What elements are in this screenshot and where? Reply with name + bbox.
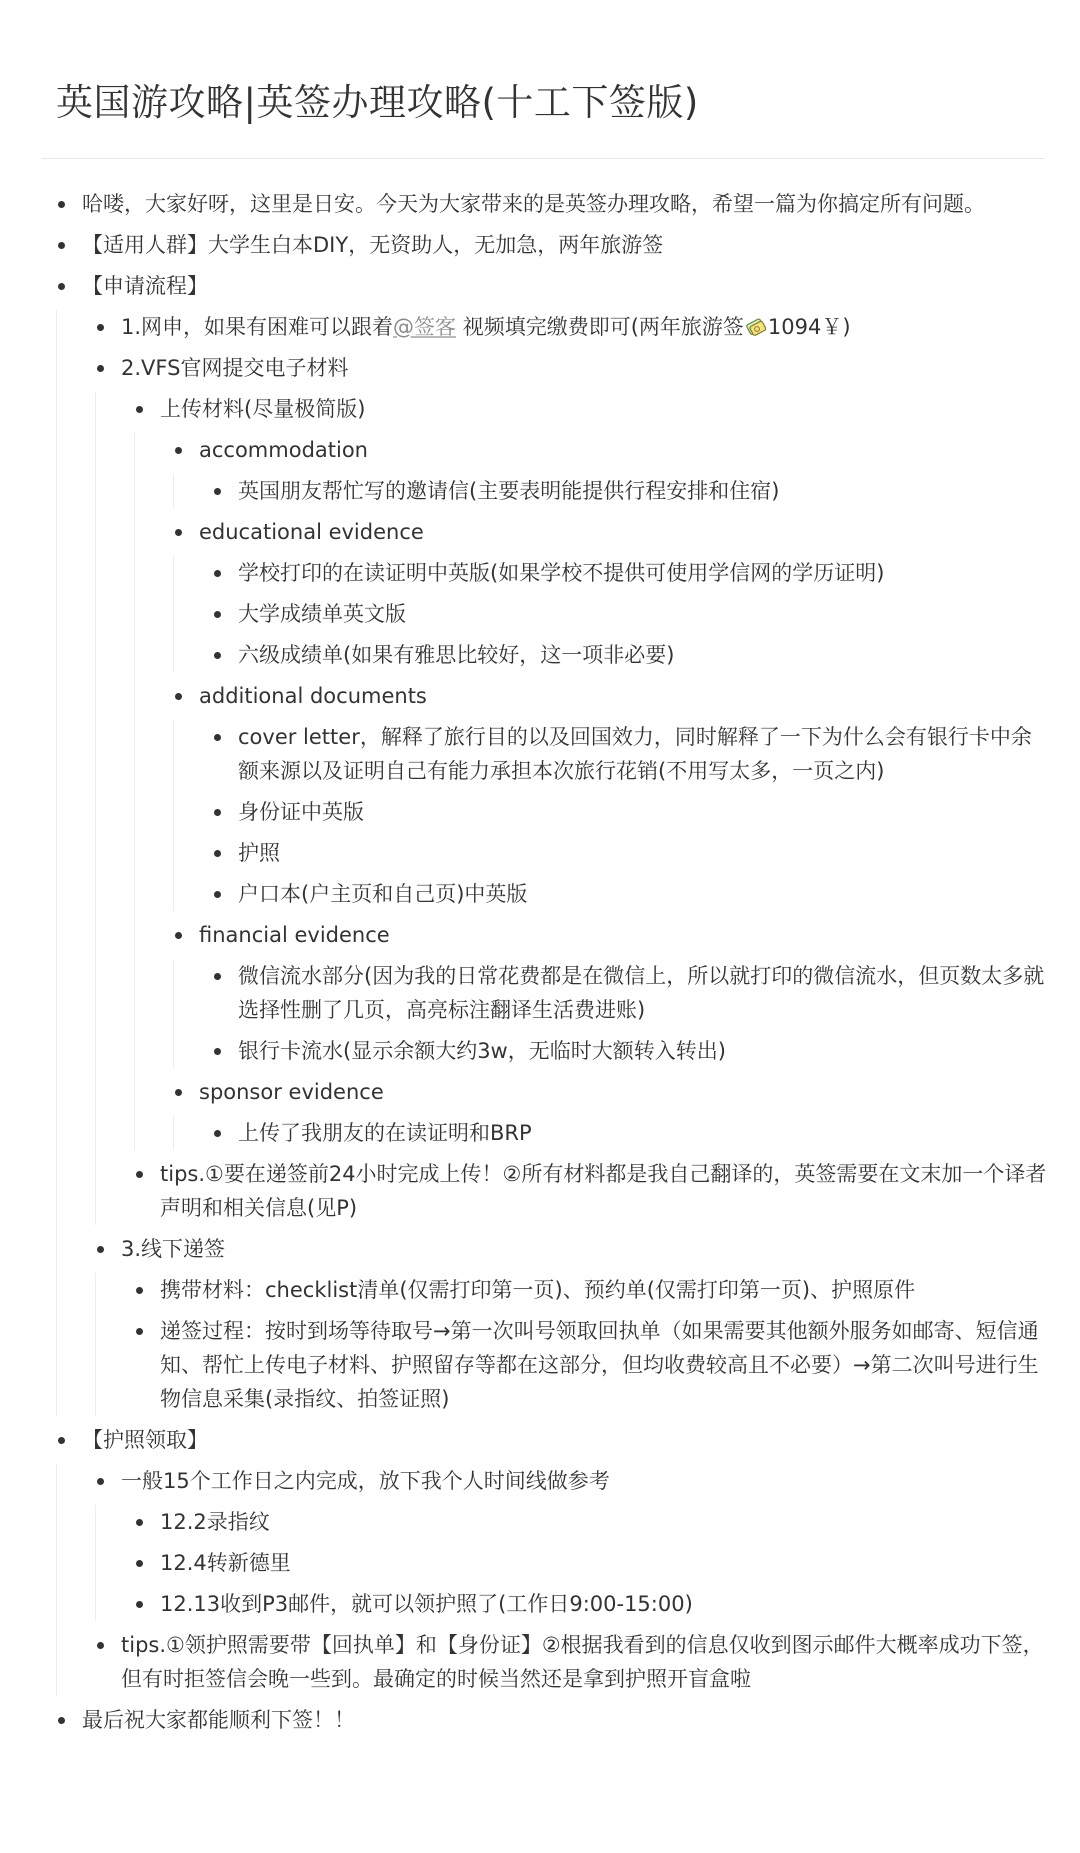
- list-item: 递签过程：按时到场等待取号→第一次叫号领取回执单（如果需要其他额外服务如邮寄、短信通知、帮忙上传电子材料、护照留存等都在这部分，但均收费较高且不必要）→第二次叫号进行生物信息采集(录指纹、拍签证照): [120, 1314, 1052, 1416]
- list-item-accommodation: accommodation 英国朋友帮忙写的邀请信(主要表明能提供行程安排和住宿): [159, 433, 1052, 508]
- bullet-icon: [97, 1642, 104, 1649]
- bullet-icon: [214, 1048, 221, 1055]
- bullet-icon: [175, 447, 182, 454]
- upload-sublist: [134, 433, 1052, 1150]
- sponsor-sublist: [173, 1116, 1052, 1150]
- mention-link[interactable]: @签客: [393, 315, 457, 339]
- list-item: 英国朋友帮忙写的邀请信(主要表明能提供行程安排和住宿): [198, 474, 1052, 508]
- bullet-icon: [136, 1560, 143, 1567]
- bullet-icon: [175, 932, 182, 939]
- list-item: 12.4转新德里: [120, 1546, 1052, 1580]
- bullet-icon: [97, 324, 104, 331]
- process-sublist: [56, 310, 1052, 1416]
- list-item: 户口本(户主页和自己页)中英版: [198, 877, 1052, 911]
- money-bag-icon: [745, 316, 767, 338]
- page-title: 英国游攻略|英签办理攻略(十工下签版): [56, 81, 699, 124]
- bullet-icon: [214, 809, 221, 816]
- bullet-icon: [58, 242, 65, 249]
- accommodation-sublist: [173, 474, 1052, 508]
- list-item-process: 【申请流程】 1.网申，如果有困难可以跟着@签客 视频填完缴费即可(两年旅游签 1094￥) 2.VFS官网提交电子材料 上传材料(尽量极简版) accommodation 英国朋友帮忙写的邀请信(主要表明能提供行程安排和住宿) educational evidence 学校打印的在读证明中英版(如果学校不提供可使用学信网的学历证明) 大学成绩单英文版 六级成绩单(如果有雅思比较好，这一项非必要) additional documents cover letter，解释了旅行目的以及回国效力，同时解释了一下为什么会有银行卡中余额来源以及证明自己有能力承担本次旅行花销(不用写太多，一页之内) 身份证中英版 护照 户口本(户主页和自己页)中英版 financial evidence 微信流水部分(因为我的日常花费都是在微信上，所以就打印的微信流水，但页数太多就选择性删了几页，高亮标注翻译生活费进账) 银行卡流水(显示余额大约3w，无临时大额转入转出) sponsor evidence 上传了我朋友的在读证明和BRP tips.①要在递签前24小时完成上传！②所有材料都是我自己翻译的，英签需要在文末加一个译者声明和相关信息(见P) 3.线下递签 携带材料：checklist清单(仅需打印第一页)、预约单(仅需打印第一页)、护照原件 递签过程：按时到场等待取号→第一次叫号领取回执单（如果需要其他额外服务如邮寄、短信通知、帮忙上传电子材料、护照留存等都在这部分，但均收费较高且不必要）→第二次叫号进行生物信息采集(录指纹、拍签证照): [42, 269, 1052, 1416]
- bullet-icon: [136, 1171, 143, 1178]
- list-item: 护照: [198, 836, 1052, 870]
- list-item: 携带材料：checklist清单(仅需打印第一页)、预约单(仅需打印第一页)、护照原件: [120, 1273, 1052, 1307]
- list-item-step1: 1.网申，如果有困难可以跟着@签客 视频填完缴费即可(两年旅游签 1094￥): [81, 310, 1052, 344]
- list-item-sponsor: sponsor evidence 上传了我朋友的在读证明和BRP: [159, 1075, 1052, 1150]
- bullet-icon: [175, 693, 182, 700]
- step3-sublist: [95, 1273, 1052, 1416]
- list-item-audience: 【适用人群】大学生白本DIY，无资助人，无加急，两年旅游签: [42, 228, 1052, 262]
- list-item-upload: 上传材料(尽量极简版) accommodation 英国朋友帮忙写的邀请信(主要表明能提供行程安排和住宿) educational evidence 学校打印的在读证明中英版(如果学校不提供可使用学信网的学历证明) 大学成绩单英文版 六级成绩单(如果有雅思比较好，这一项非必要) additional documents cover letter，解释了旅行目的以及回国效力，同时解释了一下为什么会有银行卡中余额来源以及证明自己有能力承担本次旅行花销(不用写太多，一页之内) 身份证中英版 护照 户口本(户主页和自己页)中英版 financial evidence 微信流水部分(因为我的日常花费都是在微信上，所以就打印的微信流水，但页数太多就选择性删了几页，高亮标注翻译生活费进账) 银行卡流水(显示余额大约3w，无临时大额转入转出) sponsor evidence 上传了我朋友的在读证明和BRP: [120, 392, 1052, 1150]
- bullet-icon: [175, 529, 182, 536]
- bullet-icon: [58, 283, 65, 290]
- list-item: 上传了我朋友的在读证明和BRP: [198, 1116, 1052, 1150]
- step2-sublist: [95, 392, 1052, 1225]
- list-item-closing: 最后祝大家都能顺利下签！！: [42, 1703, 1052, 1737]
- bullet-icon: [175, 1089, 182, 1096]
- educational-sublist: [173, 556, 1052, 672]
- additional-sublist: [173, 720, 1052, 911]
- bullet-icon: [214, 570, 221, 577]
- bullet-icon: [136, 1601, 143, 1608]
- list-item-step2-tips: tips.①要在递签前24小时完成上传！②所有材料都是我自己翻译的，英签需要在文末加一个译者声明和相关信息(见P): [120, 1157, 1052, 1225]
- bullet-icon: [58, 1717, 65, 1724]
- bullet-icon: [97, 1478, 104, 1485]
- bullet-icon: [136, 1328, 143, 1335]
- bullet-icon: [136, 1519, 143, 1526]
- bullet-icon: [214, 734, 221, 741]
- timeline-sublist: [95, 1505, 1052, 1621]
- list-item-step2: 2.VFS官网提交电子材料 上传材料(尽量极简版) accommodation 英国朋友帮忙写的邀请信(主要表明能提供行程安排和住宿) educational evidence 学校打印的在读证明中英版(如果学校不提供可使用学信网的学历证明) 大学成绩单英文版 六级成绩单(如果有雅思比较好，这一项非必要) additional documents cover letter，解释了旅行目的以及回国效力，同时解释了一下为什么会有银行卡中余额来源以及证明自己有能力承担本次旅行花销(不用写太多，一页之内) 身份证中英版 护照 户口本(户主页和自己页)中英版 financial evidence 微信流水部分(因为我的日常花费都是在微信上，所以就打印的微信流水，但页数太多就选择性删了几页，高亮标注翻译生活费进账) 银行卡流水(显示余额大约3w，无临时大额转入转出) sponsor evidence 上传了我朋友的在读证明和BRP tips.①要在递签前24小时完成上传！②所有材料都是我自己翻译的，英签需要在文末加一个译者声明和相关信息(见P): [81, 351, 1052, 1225]
- bullet-icon: [214, 1130, 221, 1137]
- list-item: 12.13收到P3邮件，就可以领护照了(工作日9:00-15:00): [120, 1587, 1052, 1621]
- list-item-financial: financial evidence 微信流水部分(因为我的日常花费都是在微信上，所以就打印的微信流水，但页数太多就选择性删了几页，高亮标注翻译生活费进账) 银行卡流水(显示余额大约3w，无临时大额转入转出): [159, 918, 1052, 1068]
- document-body: [42, 187, 1052, 1744]
- bullet-icon: [97, 365, 104, 372]
- list-item: 六级成绩单(如果有雅思比较好，这一项非必要): [198, 638, 1052, 672]
- list-item: 12.2录指纹: [120, 1505, 1052, 1539]
- top-level-list: [42, 187, 1052, 1737]
- passport-sublist: [56, 1464, 1052, 1696]
- bullet-icon: [214, 891, 221, 898]
- bullet-icon: [136, 1287, 143, 1294]
- list-item-step3: 3.线下递签 携带材料：checklist清单(仅需打印第一页)、预约单(仅需打印第一页)、护照原件 递签过程：按时到场等待取号→第一次叫号领取回执单（如果需要其他额外服务如邮寄、短信通知、帮忙上传电子材料、护照留存等都在这部分，但均收费较高且不必要）→第二次叫号进行生物信息采集(录指纹、拍签证照): [81, 1232, 1052, 1416]
- list-item-educational: educational evidence 学校打印的在读证明中英版(如果学校不提供可使用学信网的学历证明) 大学成绩单英文版 六级成绩单(如果有雅思比较好，这一项非必要): [159, 515, 1052, 672]
- list-item-passport: 【护照领取】 一般15个工作日之内完成，放下我个人时间线做参考 12.2录指纹 12.4转新德里 12.13收到P3邮件，就可以领护照了(工作日9:00-15:00) tips.①领护照需要带【回执单】和【身份证】②根据我看到的信息仅收到图示邮件大概率成功下签，但有时拒签信会晚一些到。最确定的时候当然还是拿到护照开盲盒啦: [42, 1423, 1052, 1696]
- title-divider: [42, 158, 1044, 159]
- bullet-icon: [97, 1246, 104, 1253]
- bullet-icon: [214, 973, 221, 980]
- list-item: 银行卡流水(显示余额大约3w，无临时大额转入转出): [198, 1034, 1052, 1068]
- bullet-icon: [58, 201, 65, 208]
- bullet-icon: [214, 850, 221, 857]
- list-item: 微信流水部分(因为我的日常花费都是在微信上，所以就打印的微信流水，但页数太多就选择性删了几页，高亮标注翻译生活费进账): [198, 959, 1052, 1027]
- list-item: 身份证中英版: [198, 795, 1052, 829]
- financial-sublist: [173, 959, 1052, 1068]
- bullet-icon: [214, 652, 221, 659]
- list-item-additional: additional documents cover letter，解释了旅行目的以及回国效力，同时解释了一下为什么会有银行卡中余额来源以及证明自己有能力承担本次旅行花销(不用写太多，一页之内) 身份证中英版 护照 户口本(户主页和自己页)中英版: [159, 679, 1052, 911]
- bullet-icon: [136, 406, 143, 413]
- bullet-icon: [58, 1437, 65, 1444]
- list-item-timeline: 一般15个工作日之内完成，放下我个人时间线做参考 12.2录指纹 12.4转新德里 12.13收到P3邮件，就可以领护照了(工作日9:00-15:00): [81, 1464, 1052, 1621]
- list-item: 大学成绩单英文版: [198, 597, 1052, 631]
- list-item-intro: 哈喽，大家好呀，这里是日安。今天为大家带来的是英签办理攻略，希望一篇为你搞定所有问题。: [42, 187, 1052, 221]
- list-item-passport-tips: tips.①领护照需要带【回执单】和【身份证】②根据我看到的信息仅收到图示邮件大概率成功下签，但有时拒签信会晚一些到。最确定的时候当然还是拿到护照开盲盒啦: [81, 1628, 1052, 1696]
- bullet-icon: [214, 488, 221, 495]
- list-item: cover letter，解释了旅行目的以及回国效力，同时解释了一下为什么会有银行卡中余额来源以及证明自己有能力承担本次旅行花销(不用写太多，一页之内): [198, 720, 1052, 788]
- list-item: 学校打印的在读证明中英版(如果学校不提供可使用学信网的学历证明): [198, 556, 1052, 590]
- bullet-icon: [214, 611, 221, 618]
